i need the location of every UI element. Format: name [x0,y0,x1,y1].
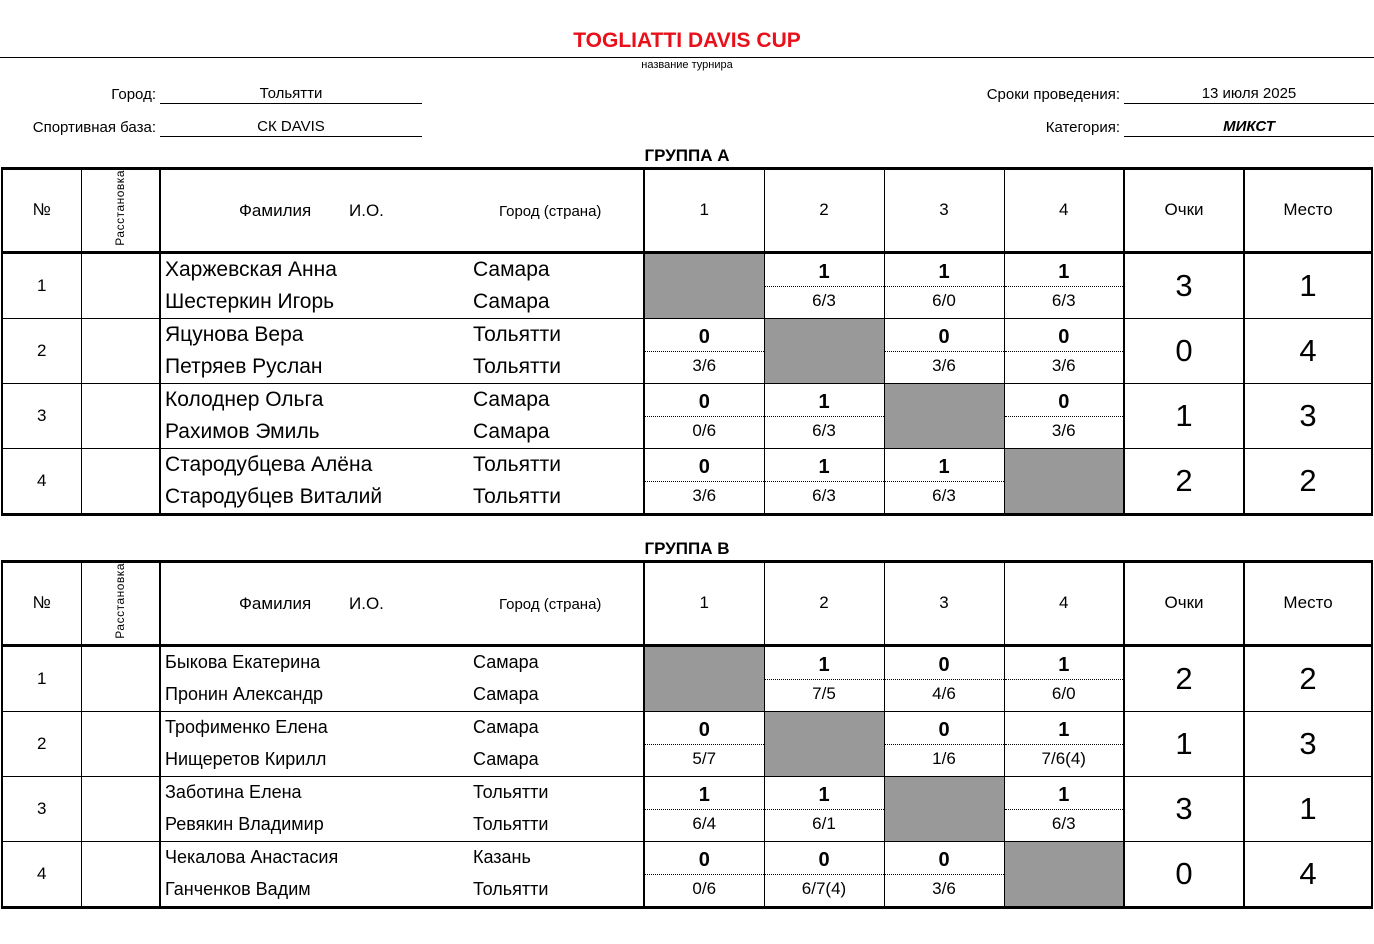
player-line [161,254,643,286]
player-line [161,679,643,711]
title-underline [0,57,1374,58]
match-result-cell [1004,252,1124,318]
players-cell [160,711,644,776]
player-city: Самара [473,717,539,738]
match-result-cell [1004,645,1124,711]
match-score: 6/3 [812,290,836,310]
col-opp-1: 1 [644,169,764,253]
match-result-cell [764,252,884,318]
player-city: Тольятти [473,879,549,900]
match-score: 6/7(4) [801,878,847,898]
dates-label: Сроки проведения: [986,86,1120,103]
table-row [2,711,1372,776]
match-win-flag: 0 [645,319,764,352]
match-result-cell [884,252,1004,318]
place-cell: 3 [1244,383,1372,448]
match-score: 6/4 [692,813,717,833]
row-number: 1 [2,645,81,711]
col-opp-3: 3 [884,169,1004,253]
player-line [161,351,643,383]
player-name: Заботина Елена [165,782,302,803]
player-name: Петряев Руслан [165,354,323,378]
player-city: Тольятти [473,322,561,346]
match-win-flag: 0 [885,647,1004,680]
match-result-cell [764,645,884,711]
player-line [161,481,643,513]
col-name-city [160,169,644,253]
match-win-flag: 0 [885,712,1004,745]
col-points: Очки [1124,169,1244,253]
match-score: 6/0 [1051,683,1076,703]
player-name: Быкова Екатерина [165,652,321,673]
player-line [161,384,643,416]
player-name: Шестеркин Игорь [165,289,335,313]
match-result-cell [884,318,1004,383]
player-line [161,874,643,906]
player-city: Самара [473,652,539,673]
match-result-cell [644,383,764,448]
col-seed-label: Расстановка [113,563,128,639]
match-win-flag: 0 [645,449,764,482]
player-name: Пронин Александр [165,684,323,705]
player-name: Колоднер Ольга [165,387,324,411]
match-score: 6/3 [812,420,836,440]
seed-cell [81,318,160,383]
self-match-cell [884,383,1004,448]
match-result-cell [1004,383,1124,448]
match-win-flag: 1 [645,777,764,810]
self-match-cell [1004,841,1124,907]
table-row [2,645,1372,711]
col-opp-2: 2 [764,169,884,253]
tournament-title: TOGLIATTI DAVIS CUP [573,29,801,52]
col-opp-2: 2 [764,562,884,646]
match-win-flag: 1 [885,254,1004,287]
match-result-cell [764,776,884,841]
col-no: № [2,169,81,253]
match-result-cell [1004,776,1124,841]
match-win-flag: 0 [645,712,764,745]
place-cell: 4 [1244,318,1372,383]
self-match-cell [644,645,764,711]
col-opp-3: 3 [884,562,1004,646]
match-win-flag: 0 [885,319,1004,352]
match-win-flag: 0 [645,842,764,875]
row-number: 2 [2,711,81,776]
player-city: Тольятти [473,452,561,476]
player-city: Тольятти [473,484,561,508]
player-city: Самара [473,684,539,705]
match-result-cell [764,383,884,448]
col-seed-label: Расстановка [113,170,128,246]
player-name: Ганченков Вадим [165,879,311,900]
row-number: 3 [2,383,81,448]
match-win-flag: 0 [645,384,764,417]
player-city: Тольятти [473,782,549,803]
player-line [161,449,643,481]
match-score: 3/6 [932,878,956,898]
col-opp-4: 4 [1004,169,1124,253]
player-line [161,319,643,351]
match-score: 5/7 [692,748,717,768]
col-surname: Фамилия [239,201,312,221]
match-result-cell [644,711,764,776]
match-win-flag: 0 [1005,384,1124,417]
points-cell: 1 [1124,711,1244,776]
match-win-flag: 1 [1005,777,1124,810]
player-line [161,416,643,448]
seed-cell [81,711,160,776]
player-name: Рахимов Эмиль [165,419,320,443]
self-match-cell [764,711,884,776]
match-win-flag: 1 [765,647,884,680]
player-line [161,744,643,776]
dates-value: 13 июля 2025 [1124,85,1374,104]
col-opp-4: 4 [1004,562,1124,646]
match-score: 3/6 [692,485,717,505]
player-name: Стародубцев Виталий [165,484,383,508]
player-line [161,712,643,744]
match-win-flag: 1 [885,449,1004,482]
row-number: 2 [2,318,81,383]
self-match-cell [884,776,1004,841]
col-name-city [160,562,644,646]
player-name: Стародубцева Алёна [165,452,373,476]
place-cell: 3 [1244,711,1372,776]
points-cell: 0 [1124,318,1244,383]
table-row [2,448,1372,514]
player-name: Трофименко Елена [165,717,328,738]
col-initials: И.О. [349,201,384,221]
venue-label: Спортивная база: [32,119,156,136]
self-match-cell [1004,448,1124,514]
match-score: 6/3 [932,485,956,505]
seed-cell [81,645,160,711]
col-seed [81,169,160,253]
points-cell: 3 [1124,776,1244,841]
match-result-cell [644,776,764,841]
self-match-cell [764,318,884,383]
city-label: Город: [111,86,156,103]
players-cell [160,645,644,711]
seed-cell [81,383,160,448]
match-score: 6/3 [812,485,836,505]
match-win-flag: 1 [765,777,884,810]
row-number: 3 [2,776,81,841]
players-cell [160,252,644,318]
player-line [161,777,643,809]
match-result-cell [1004,711,1124,776]
player-name: Нищеретов Кирилл [165,749,327,770]
match-result-cell [884,645,1004,711]
tournament-subtitle: название турнира [641,59,733,71]
match-score: 3/6 [1051,420,1076,440]
players-cell [160,318,644,383]
player-line [161,842,643,874]
players-cell [160,383,644,448]
match-result-cell [1004,318,1124,383]
match-win-flag: 1 [765,449,884,482]
points-cell: 3 [1124,252,1244,318]
header-row [2,169,1372,253]
match-score: 6/0 [932,290,956,310]
col-seed [81,562,160,646]
match-win-flag: 1 [1005,254,1124,287]
match-score: 7/6(4) [1041,748,1086,768]
col-place: Место [1244,562,1372,646]
match-score: 3/6 [1051,355,1076,375]
player-line [161,647,643,679]
seed-cell [81,776,160,841]
match-result-cell [884,841,1004,907]
player-city: Самара [473,257,550,281]
match-score: 6/3 [1051,813,1076,833]
col-no: № [2,562,81,646]
col-city: Город (страна) [499,203,602,221]
players-cell [160,841,644,907]
category-label: Категория: [1045,119,1120,136]
points-cell: 1 [1124,383,1244,448]
row-number: 1 [2,252,81,318]
col-city: Город (страна) [499,596,602,614]
match-result-cell [764,841,884,907]
match-result-cell [644,841,764,907]
match-score: 3/6 [932,355,956,375]
match-result-cell [764,448,884,514]
points-cell: 2 [1124,645,1244,711]
col-surname: Фамилия [239,594,312,614]
seed-cell [81,841,160,907]
place-cell: 1 [1244,776,1372,841]
match-result-cell [884,448,1004,514]
group-a-title: ГРУППА А [644,146,730,165]
city-value: Тольятти [160,85,422,104]
seed-cell [81,252,160,318]
table-row [2,776,1372,841]
match-win-flag: 0 [765,842,884,875]
player-name: Ревякин Владимир [165,814,324,835]
category-value: МИКСТ [1124,118,1374,137]
group-a-table [1,167,1373,516]
col-opp-1: 1 [644,562,764,646]
player-city: Самара [473,289,550,313]
match-win-flag: 1 [765,384,884,417]
players-cell [160,776,644,841]
place-cell: 2 [1244,645,1372,711]
row-number: 4 [2,448,81,514]
match-score: 7/5 [812,683,836,703]
player-city: Казань [473,847,531,868]
self-match-cell [644,252,764,318]
player-name: Чекалова Анастасия [165,847,339,868]
players-cell [160,448,644,514]
player-city: Самара [473,387,550,411]
group-b-title: ГРУППА В [644,539,730,558]
player-name: Харжевская Анна [165,257,337,281]
player-name: Яцунова Вера [165,322,304,346]
group-b-table [1,560,1373,909]
table-row [2,383,1372,448]
match-score: 3/6 [692,355,717,375]
place-cell: 4 [1244,841,1372,907]
place-cell: 2 [1244,448,1372,514]
match-score: 0/6 [692,420,717,440]
col-place: Место [1244,169,1372,253]
match-result-cell [644,318,764,383]
match-score: 4/6 [932,683,956,703]
col-initials: И.О. [349,594,384,614]
table-row [2,318,1372,383]
header-row [2,562,1372,646]
table-row [2,252,1372,318]
player-city: Тольятти [473,814,549,835]
player-city: Самара [473,749,539,770]
points-cell: 2 [1124,448,1244,514]
seed-cell [81,448,160,514]
match-win-flag: 1 [1005,712,1124,745]
match-score: 1/6 [932,748,956,768]
match-win-flag: 1 [1005,647,1124,680]
place-cell: 1 [1244,252,1372,318]
points-cell: 0 [1124,841,1244,907]
match-win-flag: 1 [765,254,884,287]
match-score: 0/6 [692,878,717,898]
player-line [161,286,643,318]
venue-value: СК DAVIS [160,118,422,137]
row-number: 4 [2,841,81,907]
match-win-flag: 0 [885,842,1004,875]
match-result-cell [644,448,764,514]
player-city: Тольятти [473,354,561,378]
match-win-flag: 0 [1005,319,1124,352]
player-line [161,809,643,841]
player-city: Самара [473,419,550,443]
match-result-cell [884,711,1004,776]
table-row [2,841,1372,907]
match-score: 6/3 [1051,290,1076,310]
match-score: 6/1 [812,813,836,833]
col-points: Очки [1124,562,1244,646]
